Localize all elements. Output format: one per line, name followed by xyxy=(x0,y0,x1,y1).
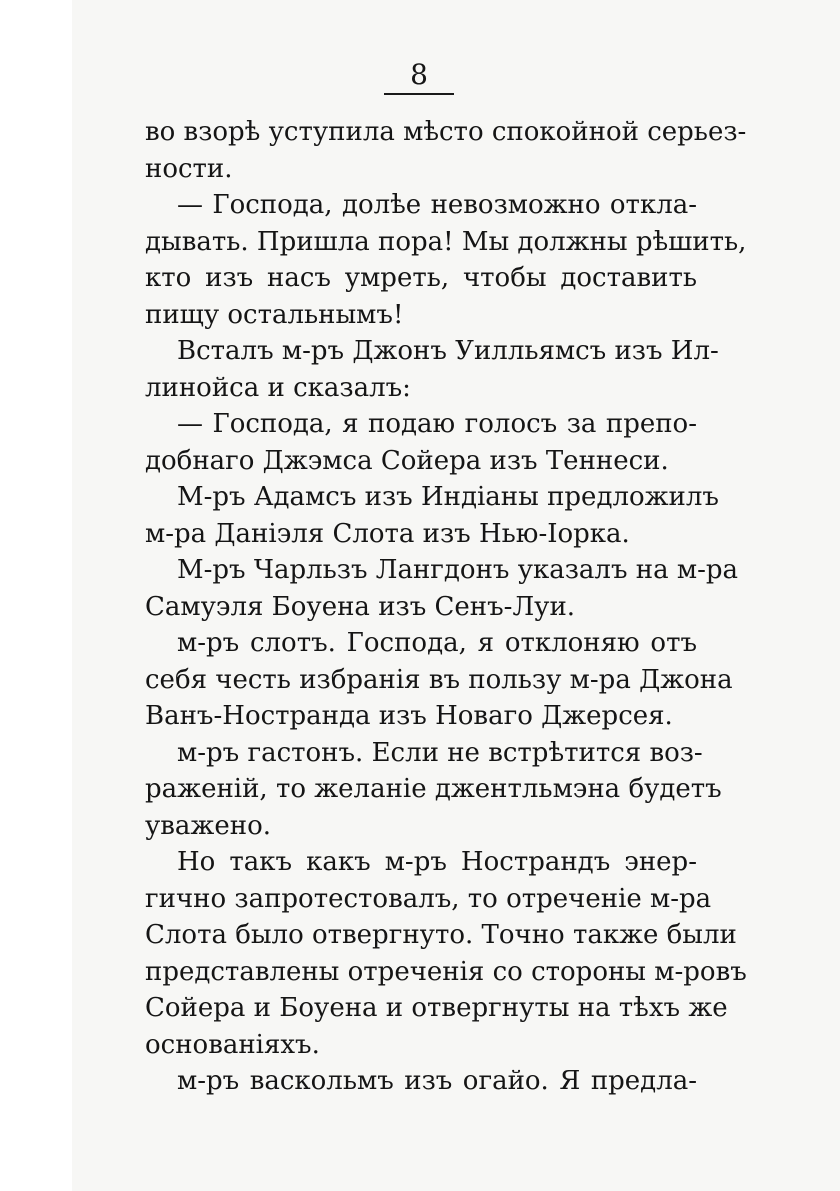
text-line: Всталъ м-ръ Джонъ Уилльямсъ изъ Ил- xyxy=(177,336,719,366)
text-line: Но такъ какъ м-ръ Нострандъ энер- xyxy=(177,847,697,877)
body-text xyxy=(145,114,747,1100)
text-line: М-ръ Чарльзъ Лангдонъ указалъ на м-ра xyxy=(177,555,739,585)
text-line: основаніяхъ. xyxy=(145,1029,320,1060)
text-line: пищу остальнымъ! xyxy=(145,299,404,330)
text-line: кто изъ насъ умреть, чтобы доставить xyxy=(145,263,697,293)
text-line: м-ръ васкольмъ изъ огайо. Я предла- xyxy=(177,1066,697,1096)
text-line: — Господа, долѣе невозможно отклa- xyxy=(177,190,697,220)
text-line: М-ръ Адамсъ изъ Индіаны предложилъ xyxy=(177,482,719,512)
text-line: Слота было отвергнуто. Точно также были xyxy=(145,920,737,950)
text-line: уважено. xyxy=(145,810,271,841)
text-line: Самуэля Боуена изъ Сенъ-Луи. xyxy=(145,591,576,622)
text-line: м-ръ слотъ. Господа, я отклоняю отъ xyxy=(177,628,697,658)
text-line: Сойера и Боуена и отвергнуты на тѣхъ же xyxy=(145,993,728,1023)
text-line: м-ръ гастонъ. Если не встрѣтится воз- xyxy=(177,737,703,768)
text-line: раженій, то желаніе джентльмэна будетъ xyxy=(145,774,722,804)
text-line: ности. xyxy=(145,153,233,184)
text-line: себя честь избранія въ пользу м-ра Джона xyxy=(145,664,733,695)
text-line: добнаго Джэмса Сойера изъ Теннеси. xyxy=(145,445,669,476)
text-line: гично запротестовалъ, то отреченіе м-ра xyxy=(145,883,712,914)
text-line: представлены отреченія со стороны м-ровъ xyxy=(145,956,747,987)
text-line: — Господа, я подаю голосъ за препо- xyxy=(177,409,697,439)
text-line: во взорѣ уступила мѣсто спокойной серьез- xyxy=(145,117,747,147)
text-line: м-ра Даніэля Слота изъ Нью-Іорка. xyxy=(145,518,630,549)
text-line: дывать. Пришла пора! Мы должны рѣшить, xyxy=(145,226,747,257)
page-number-rule xyxy=(384,93,454,95)
page-number: 8 xyxy=(410,58,428,91)
text-line: Ванъ-Нострaнда изъ Новаго Джерсея. xyxy=(145,701,673,731)
text-line: линойса и сказалъ: xyxy=(145,372,411,403)
